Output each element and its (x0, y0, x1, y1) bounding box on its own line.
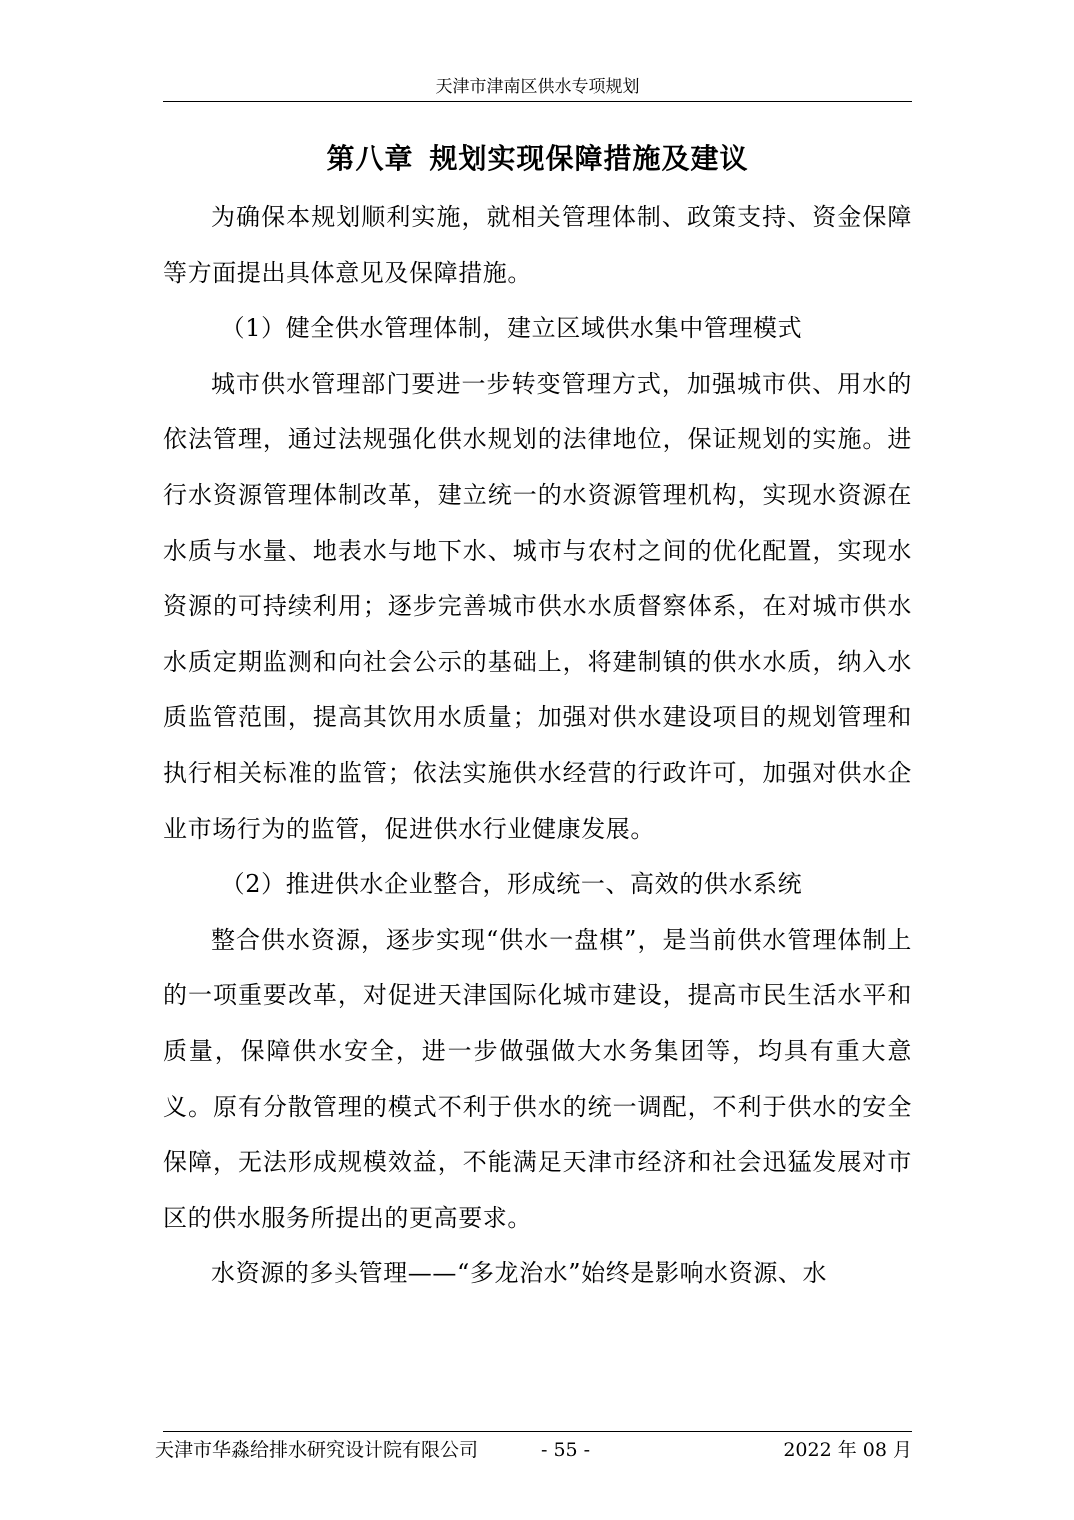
footer-date: 2022 年 08 月 (783, 1439, 912, 1461)
chapter-heading (163, 141, 912, 177)
body-text (163, 190, 912, 1302)
chapter-title: 规划实现保障措施及建议 (429, 142, 749, 175)
running-header: 天津市津南区供水专项规划 (435, 77, 640, 97)
chapter-number: 第八章 (326, 142, 414, 175)
footer-divider (163, 1431, 912, 1432)
header-divider (163, 101, 912, 102)
footer-company: 天津市华淼给排水研究设计院有限公司 (155, 1439, 479, 1461)
intro-paragraph: 为确保本规划顺利实施，就相关管理体制、政策支持、资金保障等方面提出具体意见及保障措施。 (163, 203, 912, 287)
continuation-paragraph: 水资源的多头管理——“多龙治水”始终是影响水资源、水 (211, 1259, 828, 1288)
section-1-paragraph: 城市供水管理部门要进一步转变管理方式，加强城市供、用水的依法管理，通过法规强化供水规划的法律地位，保证规划的实施。进行水资源管理体制改革，建立统一的水资源管理机构，实现水资源在水质与水量、地表水与地下水、城市与农村之间的优化配置，实现水资源的可持续利用；逐步完善城市供水水质督察体系，在对城市供水水质定期监测和向社会公示的基础上，将建制镇的供水水质，纳入水质监管范围，提高其饮用水质量；加强对供水建设项目的规划管理和执行相关标准的监管；依法实施供水经营的行政许可，加强对供水企业市场行为的监管，促进供水行业健康发展。 (163, 369, 912, 843)
section-heading-1: （1）健全供水管理体制，建立区域供水集中管理模式 (220, 314, 803, 343)
page-number: - 55 - (541, 1439, 591, 1461)
section-2-paragraph: 整合供水资源，逐步实现“供水一盘棋”，是当前供水管理体制上的一项重要改革，对促进天津国际化城市建设，提高市民生活水平和质量，保障供水安全，进一步做强做大水务集团等，均具有重大意义。原有分散管理的模式不利于供水的统一调配，不利于供水的安全保障，无法形成规模效益，不能满足天津市经济和社会迅猛发展对市区的供水服务所提出的更高要求。 (163, 925, 912, 1232)
section-heading-2: （2）推进供水企业整合，形成统一、高效的供水系统 (220, 870, 803, 899)
page-footer (155, 1437, 912, 1463)
